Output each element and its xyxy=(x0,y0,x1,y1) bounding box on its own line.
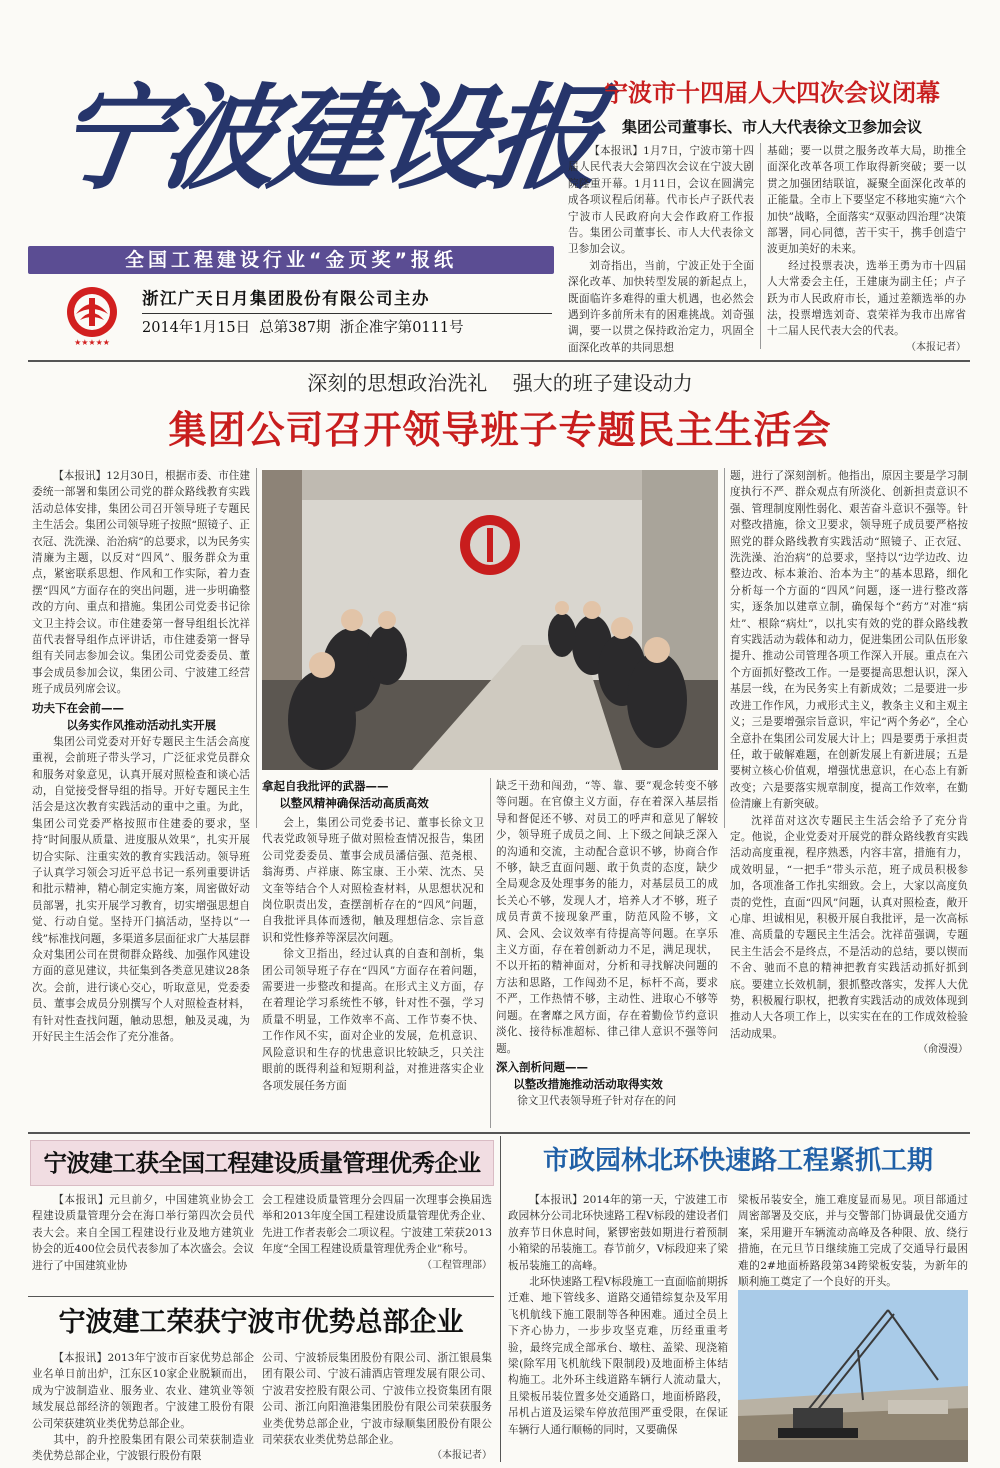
issue-line: 2014年1月15日 总第387期 浙企准字第0111号 xyxy=(142,320,464,336)
svg-text:★★★★★: ★★★★★ xyxy=(74,338,110,347)
story5-column-2 xyxy=(738,1192,968,1289)
lead-column-3 xyxy=(496,778,718,1128)
byline: （俞漫漫） xyxy=(918,1044,968,1056)
masthead-title: 宁波建设报 xyxy=(46,71,606,205)
story3-column-2 xyxy=(262,1192,492,1288)
paragraph: 集团公司党委对开好专题民主生活会高度重视，会前班子带头学习，广泛征求党员群众和服务对象意见，认真开展对照检查和谈心活动，自觉接受督导组的指导。开好专题民主生活会是这次教育实践活动的重中之重。为此，集团公司党委严格按照市住建委的要求，坚持“时间服从质量、进度服从效果”，扎实开展切合实际、注重实效的教育实践活动。领导班子认真学习领会习近平总书记一系列重要讲话和批示精神，精心制定实施方案，周密做好动员部署，扎实开展学习教育，切实增强思想自觉、行动自觉。坚持开门搞活动，坚持以“一线”标准找问题，多渠道多层面征求广大基层群众对集团公司在贯彻群众路线、加强作风建设方面的意见建议，共征集到各类意见建议28条次。会前，进行谈心交心，听取意见，党委委员、董事会成员分别撰写个人对照检查材料，有针对性查找问题，触动思想，触及灵魂，为开好民主生活会作了充分准备。 xyxy=(32,735,250,1043)
honor-banner-text: 全国工程建设行业“金页奖”报纸 xyxy=(125,249,457,271)
subhead: 以整风精神确保活动高质高效 xyxy=(279,796,429,810)
subhead: 拿起自我批评的武器—— xyxy=(262,779,389,793)
story4-column-1 xyxy=(32,1350,254,1462)
company-logo xyxy=(62,284,122,348)
paragraph: 刘奇指出，当前，宁波正处于全面深化改革、加快转型发展的新起点上，既面临许多难得的重大机遇，也必然会遇到许多前所未有的困难挑战。刘奇强调，要一以贯之保持政治定力，巩固全面深化改革的共同思想 xyxy=(568,259,754,354)
meeting-photo xyxy=(262,470,718,770)
byline: （本报记者） xyxy=(906,341,966,353)
story5-column-1 xyxy=(508,1192,728,1464)
paragraph: 【本报讯】元旦前夕，中国建筑业协会工程建设质量管理分会在海口举行第四次会员代表大会。来自全国工程建设行业及地方建筑业协会的近400位会员代表参加了本次盛会。会议进行了中国建筑业协 xyxy=(32,1194,254,1272)
top-story-title: 宁波市十四届人大四次会议闭幕 xyxy=(604,79,940,107)
byline: （工程管理部） xyxy=(422,1259,492,1271)
story3-title: 宁波建工获全国工程建设质量管理优秀企业 xyxy=(43,1149,481,1177)
paragraph: 会工程建设质量管理分会四届一次理事会换届选举和2013年度全国工程建设质量管理优秀企业、先进工作者表彰会二项议程。宁波建工荣获2013年度“全国工程建设质量管理优秀企业”称号。 xyxy=(262,1194,492,1256)
top-story-subtitle: 集团公司董事长、市人大代表徐文卫参加会议 xyxy=(621,118,922,136)
story3-title-box xyxy=(30,1140,494,1186)
paragraph: 经过投票表决，选举王勇为市十四届人大常委会主任，王建康为副主任；卢子跃为市人民政府市长，通过差额选举的办法，投票增选刘奇、袁荣祥为我市出席省十二届人民代表大会的代表。 xyxy=(767,259,966,338)
story3-column-1 xyxy=(32,1192,254,1288)
subhead: 以务实作风推动活动扎实开展 xyxy=(66,717,216,732)
sponsor-line: 浙江广天日月集团股份有限公司主办 xyxy=(142,289,430,308)
story5-title: 市政园林北环快速路工程紧抓工期 xyxy=(542,1146,933,1176)
paragraph: 徐文卫代表领导班子针对存在的问 xyxy=(517,1094,677,1107)
lead-column-1 xyxy=(32,468,250,1043)
paragraph: 题，进行了深刻剖析。他指出，原因主要是学习制度执行不严、群众观点有所淡化、创新担责意识不强、管理制度刚性弱化、艰苦奋斗意识不强等。针对整改措施，徐文卫要求，领导班子成员要严格按照党的群众路线教育实践活动“照镜子、正衣冠、洗洗澡、治治病”的总要求，坚持以“边学边改、边整边改、标本兼治、治本为主”的基本思路，细化分析每一个方面的“四风”问题，逐一进行整改落实，逐条加以建章立制，确保每个“药方”对准“病灶”、根除“病灶”，以扎实有效的党的群众路线教育实践活动为载体和动力，促进集团公司队伍形象提升、推动公司管理各项工作深入开展。重点在六个方面抓好整改工作。一是要提高思想认识，深入基层一线，在为民务实上有新成效；二是要进一步改进工作作风，力戒形式主义，教条主义和主观主义；三是要增强宗旨意识，牢记“两个务必”，全心全意扑在集团公司发展大计上；四是要勇于承担责任，敢于破解难题，在创新发展上有新进展；五是要树立核心价值观，增强忧患意识，在心态上有新改变；六是要落实规章制度，提高工作效率，在勤俭清廉上有新突破。 xyxy=(730,470,968,811)
paragraph: 梁板吊装安全，施工难度显而易见。项目部通过周密部署及交底，并与交警部门协调最优交通方案，采用避开车辆流动高峰及各种限、放、绕行措施，在元旦节日继续施工完成了交通导行最困难的2#地面桥路段第34跨梁板安装，为新年的顺利施工奠定了一个良好的开头。 xyxy=(738,1194,968,1289)
subhead: 以整改措施推动活动取得实效 xyxy=(513,1076,663,1091)
paragraph: 公司、宁波轿辰集团股份有限公司、浙江银晨集团有限公司、宁波石浦酒店管理发展有限公司、宁波君安控股有限公司、宁波伟立投资集团有限公司、浙江向阳渔港集团股份有限公司荣获服务业类优势总部企业，宁波市绿顺集团股份有限公司荣获农业类优势总部企业。 xyxy=(262,1352,492,1447)
subhead: 功夫下在会前—— xyxy=(32,700,124,715)
top-story-column-1 xyxy=(568,143,754,354)
masthead-title-area xyxy=(28,52,606,244)
paragraph: 【本报讯】12月30日，根据市委、市住建委统一部署和集团公司党的群众路线教育实践活动总体安排，集团公司召开领导班子专题民主生活会。集团公司领导班子按照“照镜子、正衣冠、洗洗澡、治治病”的总要求，以为民务实清廉为主题，以反对“四风”、服务群众为重点，紧密联系思想、作风和工作实际，着力查摆“四风”方面存在的突出问题，进一步明确整改的方向、重点和措施。集团公司党委书记徐文卫主持会议。市住建委第一督导组组长沈祥苗代表督导组作点评讲话，市住建委第一督导组有关同志参加会议。集团公司党委委员、董事会成员参加会议，集团公司、宁波建工经营班子成员列席会议。 xyxy=(32,470,250,696)
paragraph: 缺乏干劲和闯劲，“等、靠、要”观念转变不够等问题。在官僚主义方面，存在着深入基层指导和督促还不够、对员工的呼声和意见了解较少，领导班子成员之间、上下级之间缺乏深入的沟通和交流，主动配合意识不够，协商合作不够，缺乏直面问题、敢于负责的态度，缺少全局观念及处理事务的能力，对基层员工的成长关心不够，发现人才，培养人才不够，班子成员青黄不接现象严重，防范风险不够，文风、会风、会议效率有待提高等问题。在享乐主义方面，存在着创新动力不足，满足现状，不以开拓的精神面对，分析和寻找解决问题的方法和思路，工作闯劲不足，标杆不高，要求不严，工作热情不够，主动性、进取心不够等问题。在奢靡之风方面，存在着勤俭节约意识淡化、接待标准超标、律己律人意识不强等问题。 xyxy=(496,780,718,1055)
story4-column-2 xyxy=(262,1350,492,1462)
top-story-column-2 xyxy=(767,143,966,353)
paragraph: 徐文卫指出，经过认真的自查和剖析，集团公司领导班子存在“四风”方面存在着问题，需要进一步整改和提高。在形式主义方面，存在着理论学习系统性不够，针对性不强，学习质量不明显，工作效率不高、工作节奏不快、工作作风不实，面对企业的发展，危机意识、风险意识和生存的忧患意识比较缺乏，只关注眼前的既得利益和短期利益，对推进落实企业各项发展任务方面 xyxy=(262,948,484,1092)
paragraph: 其中，韵升控股集团有限公司荣获制造业类优势总部企业，宁波银行股份有限 xyxy=(32,1434,254,1463)
lead-column-4 xyxy=(730,468,968,1124)
paragraph: 【本报讯】2013年宁波市百家优势总部企业名单日前出炉，江东区10家企业脱颖而出，成为宁波制造业、服务业、农业、建筑业等领域发展总部经济的领跑者。宁波建工股份有限公司荣获建筑业类优势总部企业。 xyxy=(32,1352,254,1430)
paragraph: 沈祥苗对这次专题民主生活会给予了充分肯定。他说，企业党委对开展党的群众路线教育实践活动高度重视，程序熟悉，内容丰富，措施有力，成效明显，“一把手”带头示范，班子成员积极参加，各项准备工作扎实细致。会上，大家以高度负责的党性，直面“四风”问题，认真对照检查，敞开心扉、坦诚相见，积极开展自我批评，是一次高标准、高质量的专题民主生活会。沈祥苗强调，专题民主生活会不是终点，不是活动的总结，要以锲而不舍、驰而不息的精神把教育实践活动抓好抓到底。要建立长效机制，狠抓整改落实，发挥人大优势，积极履行职权，把教育实践活动的成效体现到推动人大各项工作上，以实实在在的工作成效检验活动成果。 xyxy=(730,814,968,1040)
lead-headline: 集团公司召开领导班子专题民主生活会 xyxy=(168,408,832,452)
paragraph: 【本报讯】2014年的第一天，宁波建工市政园林分公司北环快速路工程V标段的建设者们放弃节日休息时间，紧锣密鼓如期进行着预制小箱梁的吊装施工。春节前夕，V标段迎来了梁板吊装施工的高峰。 xyxy=(508,1194,728,1272)
paragraph: 【本报讯】1月7日，宁波市第十四届人民代表大会第四次会议在宁波大剧院隆重开幕。1月11日，会议在圆满完成各项议程后闭幕。代市长卢子跃代表宁波市人民政府向大会作政府工作报告。集团公司董事长、市人大代表徐文卫参加会议。 xyxy=(568,145,754,256)
lead-kicker: 深刻的思想政治洗礼 强大的班子建设动力 xyxy=(307,371,693,395)
lead-column-2 xyxy=(262,778,484,1128)
story4-title: 宁波建工荣获宁波市优势总部企业 xyxy=(58,1307,464,1338)
paragraph: 北环快速路工程V标段施工一直面临前期拆迁难、地下管线多、道路交通错综复杂及军用飞机航线下施工限制等各种困难。通过全员上下齐心协力，一步步攻坚克难，历经重重考验，最终完成全部承台、墩柱、盖梁、现浇箱梁(除军用飞机航线下限制段)及地面桥主体结构施工。北外环主线道路车辆行人流动量大，且梁板吊装位置多处交通路口，地面桥路段，吊机占道及运梁车停放范围严重受限，在保证车辆行人通行顺畅的同时，又要确保 xyxy=(508,1276,728,1436)
paragraph: 基础；要一以贯之服务改革大局，助推全面深化改革各项工作取得新突破；要一以贯之加强团结联谊，凝聚全面深化改革的正能量。全市上下要坚定不移地实施“六个加快”战略，全面落实“双驱动四治理”决策部署，同心同德，苦干实干，携手创造宁波更加美好的未来。 xyxy=(767,145,966,256)
byline: （本报记者） xyxy=(432,1450,492,1462)
crane-photo xyxy=(738,1290,968,1462)
subhead: 深入剖析问题—— xyxy=(496,1059,588,1074)
paragraph: 会上，集团公司党委书记、董事长徐文卫代表党政领导班子做对照检查情况报告，集团公司党委委员、董事会成员潘信强、范尧根、翁海勇、卢祥康、陈宝康、王小荣、沈杰、吴文奎等结合个人对照检查材料，从思想状况和岗位职责出发，查摆剖析存在的“四风”问题，自我批评具体而透彻，触及理想信念、宗旨意识和党性修养等深层次问题。 xyxy=(262,817,484,944)
honor-banner xyxy=(28,246,554,274)
